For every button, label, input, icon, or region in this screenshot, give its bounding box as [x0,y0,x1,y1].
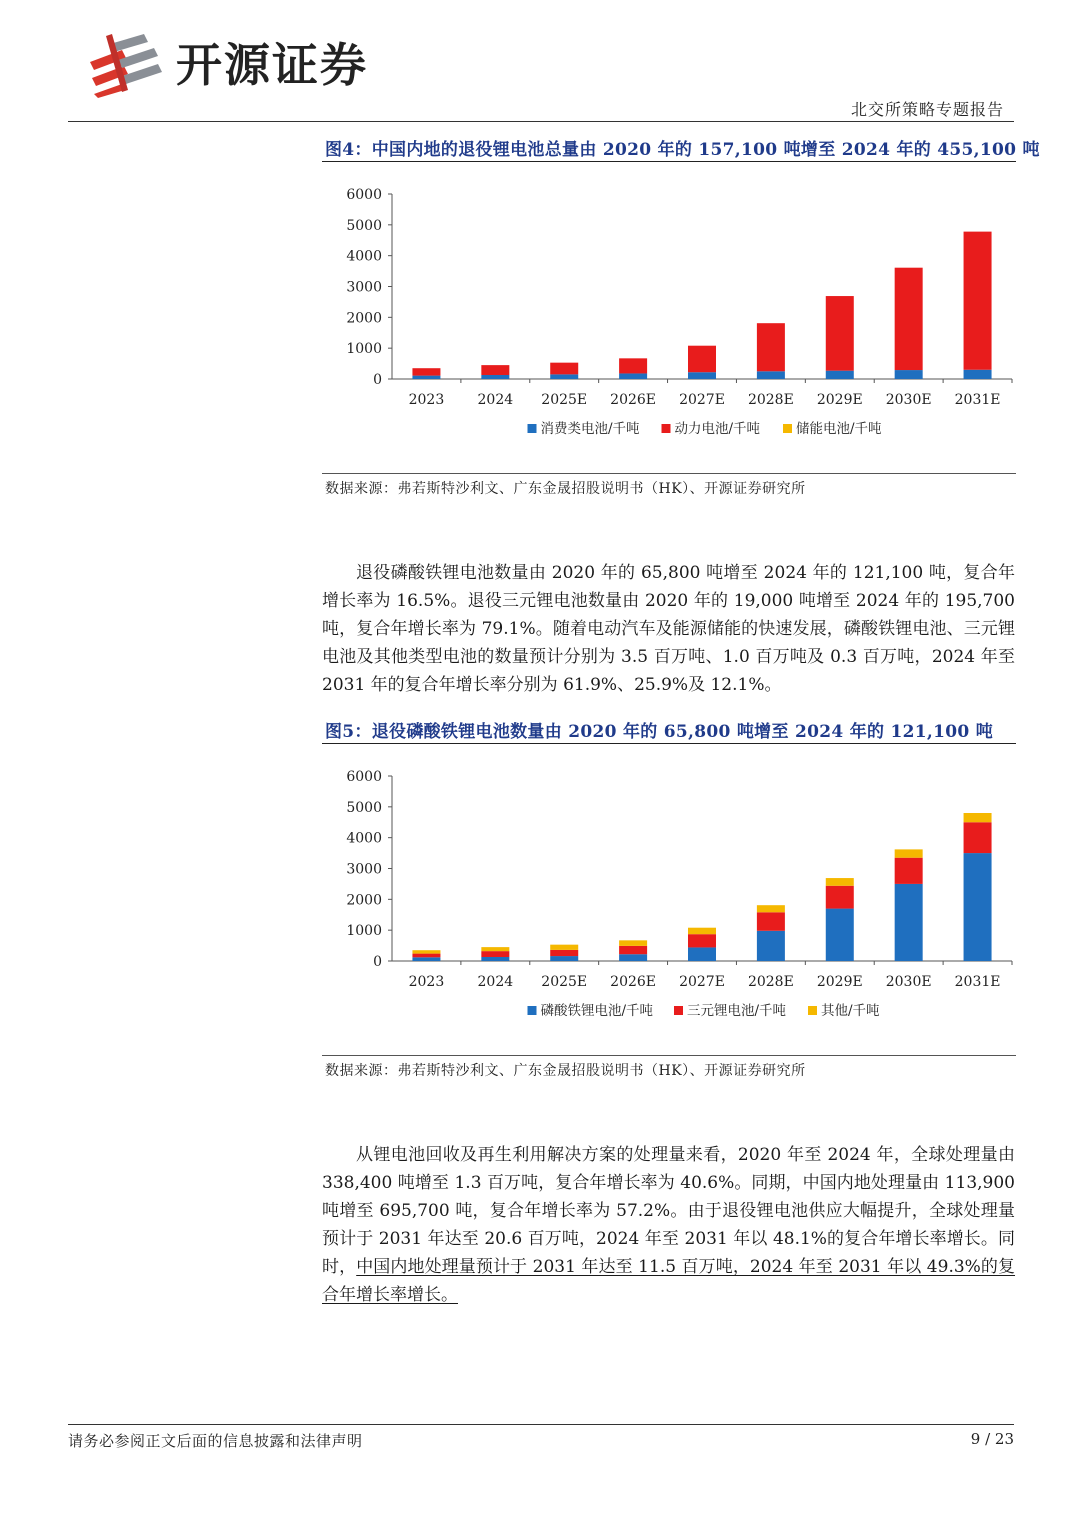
paragraph-2-underlined: 中国内地处理量预计于 2031 年达至 11.5 百万吨，2024 年至 2031 年以 49.3%的复合年增长率增长。 [322,1257,1016,1305]
fig5-bar-2 [688,928,716,934]
fig5-bar-1 [757,912,785,931]
footer-rule [68,1424,1014,1425]
figure4-source-rule [322,473,1016,474]
fig4-x-tick-label: 2029E [816,392,863,408]
paragraph-2-text [322,1141,1015,1309]
fig5-bar-1 [481,951,509,957]
paragraph-2-main: 从锂电池回收及再生利用解决方案的处理量来看，2020 年至 2024 年，全球处理量由 338,400 吨增至 1.3 百万吨，复合年增长率为 40.6%。同期，中国内地处理量由 113,900 吨增至 695,700 吨，复合年增长率为 57.2%。由于退役锂电池供应大幅提升，全球处理量预计于 2031 年达至 20.6 百万吨，2024 年至 2031 年以 48.1%的复合年增长率增长。同时， [322,1145,1015,1277]
fig4-bar-0 [757,371,785,379]
fig4-legend-swatch [662,424,671,433]
fig5-y-tick-label: 4000 [346,830,382,847]
fig5-bar-1 [688,934,716,947]
footer-disclaimer: 请务必参阅正文后面的信息披露和法律声明 [68,1432,363,1450]
fig4-legend-label: 储能电池/千吨 [796,421,882,437]
fig4-bar-0 [895,370,923,379]
fig5-bar-0 [964,853,992,961]
figure5-title-rule [322,743,1016,744]
figure4-title-rule [322,161,1016,162]
fig5-x-tick-label: 2031E [954,974,1001,990]
figure4-source: 数据来源：弗若斯特沙利文、广东金晟招股说明书（HK）、开源证券研究所 [325,481,806,497]
fig4-bar-0 [481,375,509,379]
fig5-bar-1 [550,950,578,956]
fig4-bar-0 [964,370,992,379]
fig5-x-tick-label: 2025E [541,974,588,990]
brand-name: 开源证券 [176,38,368,92]
fig4-bar-1 [688,346,716,373]
body-paragraph-2 [322,1141,1015,1309]
fig5-bar-1 [412,954,440,958]
fig4-legend-label: 动力电池/千吨 [674,421,761,437]
fig5-bar-1 [895,858,923,884]
fig4-bar-0 [412,376,440,379]
fig4-x-tick-label: 2023 [408,392,445,408]
fig5-legend-swatch [674,1006,683,1015]
fig5-bar-1 [964,822,992,853]
fig5-x-tick-label: 2027E [679,974,725,990]
fig4-bar-1 [550,363,578,375]
fig4-y-tick-label: 3000 [346,279,382,296]
fig5-bar-0 [757,931,785,961]
figure5-source: 数据来源：弗若斯特沙利文、广东金晟招股说明书（HK）、开源证券研究所 [325,1063,806,1079]
logo-mark-icon [88,32,168,98]
fig5-bar-0 [688,947,716,961]
fig4-bar-0 [826,371,854,379]
fig5-y-tick-label: 3000 [346,861,382,878]
fig4-y-tick-label: 2000 [346,310,382,327]
fig5-legend-swatch [528,1006,537,1015]
paragraph-1-text: 退役磷酸铁锂电池数量由 2020 年的 65,800 吨增至 2024 年的 121,100 吨，复合年增长率为 16.5%。退役三元锂电池数量由 2020 年的 19,000 吨增至 2024 年的 195,700 吨，复合年增长率为 79.1%。随着电动汽车及能源储能的快速发展，磷酸铁锂电池、三元锂电池及其他类型电池的数量预计分别为 3.5 百万吨、1.0 百万吨及 0.3 百万吨，2024 年至 2031 年的复合年增长率分别为 61.9%、25.9%及 12.1%。 [322,563,1015,695]
fig4-x-tick-label: 2024 [477,392,514,408]
fig4-y-tick-label: 4000 [346,248,382,265]
figure5-chart [322,752,1016,1032]
page-number: 9 / 23 [970,1430,1014,1448]
fig4-bar-1 [412,368,440,375]
fig4-x-tick-label: 2026E [610,392,657,408]
fig4-bar-1 [895,268,923,370]
fig4-bar-0 [550,374,578,379]
fig5-legend-label: 磷酸铁锂电池/千吨 [540,1003,654,1019]
fig5-y-tick-label: 1000 [346,923,382,940]
fig4-y-tick-label: 6000 [346,187,382,203]
fig4-y-tick-label: 5000 [346,217,382,234]
fig4-bar-1 [619,358,647,373]
fig5-x-tick-label: 2026E [610,974,657,990]
fig4-bar-0 [619,373,647,379]
fig5-bar-0 [481,957,509,961]
fig4-legend-label: 消费类电池/千吨 [540,421,640,437]
fig5-y-tick-label: 2000 [346,892,382,909]
body-paragraph-1 [322,559,1015,699]
fig4-y-tick-label: 0 [373,372,382,388]
fig4-x-tick-label: 2027E [679,392,725,408]
fig5-bar-2 [550,945,578,950]
figure4-chart [322,170,1016,450]
brand-logo [88,32,418,98]
fig4-y-tick-label: 1000 [346,341,382,358]
fig5-x-tick-label: 2024 [477,974,514,990]
fig5-legend-swatch [808,1006,817,1015]
fig5-bar-2 [481,947,509,951]
fig5-bar-2 [964,813,992,822]
fig4-bar-1 [964,232,992,370]
fig4-x-tick-label: 2030E [885,392,932,408]
fig5-x-tick-label: 2023 [408,974,445,990]
fig5-y-tick-label: 0 [373,954,382,970]
fig5-bar-1 [619,946,647,954]
header-rule [68,121,1014,122]
fig4-x-tick-label: 2031E [954,392,1001,408]
fig5-bar-1 [826,886,854,909]
fig5-legend-label: 其他/千吨 [821,1003,880,1019]
fig4-legend-swatch [528,424,537,433]
fig5-bar-0 [619,954,647,961]
fig5-legend-label: 三元锂电池/千吨 [687,1003,787,1019]
fig5-x-tick-label: 2030E [885,974,932,990]
fig5-bar-2 [619,940,647,946]
fig4-bar-0 [688,372,716,379]
fig4-x-tick-label: 2025E [541,392,588,408]
fig5-y-tick-label: 5000 [346,799,382,816]
fig5-bar-2 [412,950,440,953]
fig5-x-tick-label: 2029E [816,974,863,990]
fig5-bar-2 [895,849,923,857]
fig5-y-tick-label: 6000 [346,769,382,785]
fig5-bar-2 [826,878,854,886]
fig5-bar-0 [895,884,923,961]
fig5-bar-0 [550,956,578,961]
figure5-title: 图5：退役磷酸铁锂电池数量由 2020 年的 65,800 吨增至 2024 年的 121,100 吨 [325,722,994,742]
fig5-bar-0 [412,957,440,961]
figure4-title: 图4：中国内地的退役锂电池总量由 2020 年的 157,100 吨增至 2024 年的 455,100 吨 [325,140,1040,160]
fig4-bar-1 [481,365,509,375]
fig5-bar-0 [826,909,854,961]
figure5-source-rule [322,1055,1016,1056]
report-type: 北交所策略专题报告 [850,100,1004,119]
fig4-x-tick-label: 2028E [747,392,794,408]
fig5-x-tick-label: 2028E [747,974,794,990]
fig4-legend-swatch [783,424,792,433]
fig4-bar-1 [826,296,854,371]
fig5-bar-2 [757,905,785,912]
fig4-bar-1 [757,323,785,371]
